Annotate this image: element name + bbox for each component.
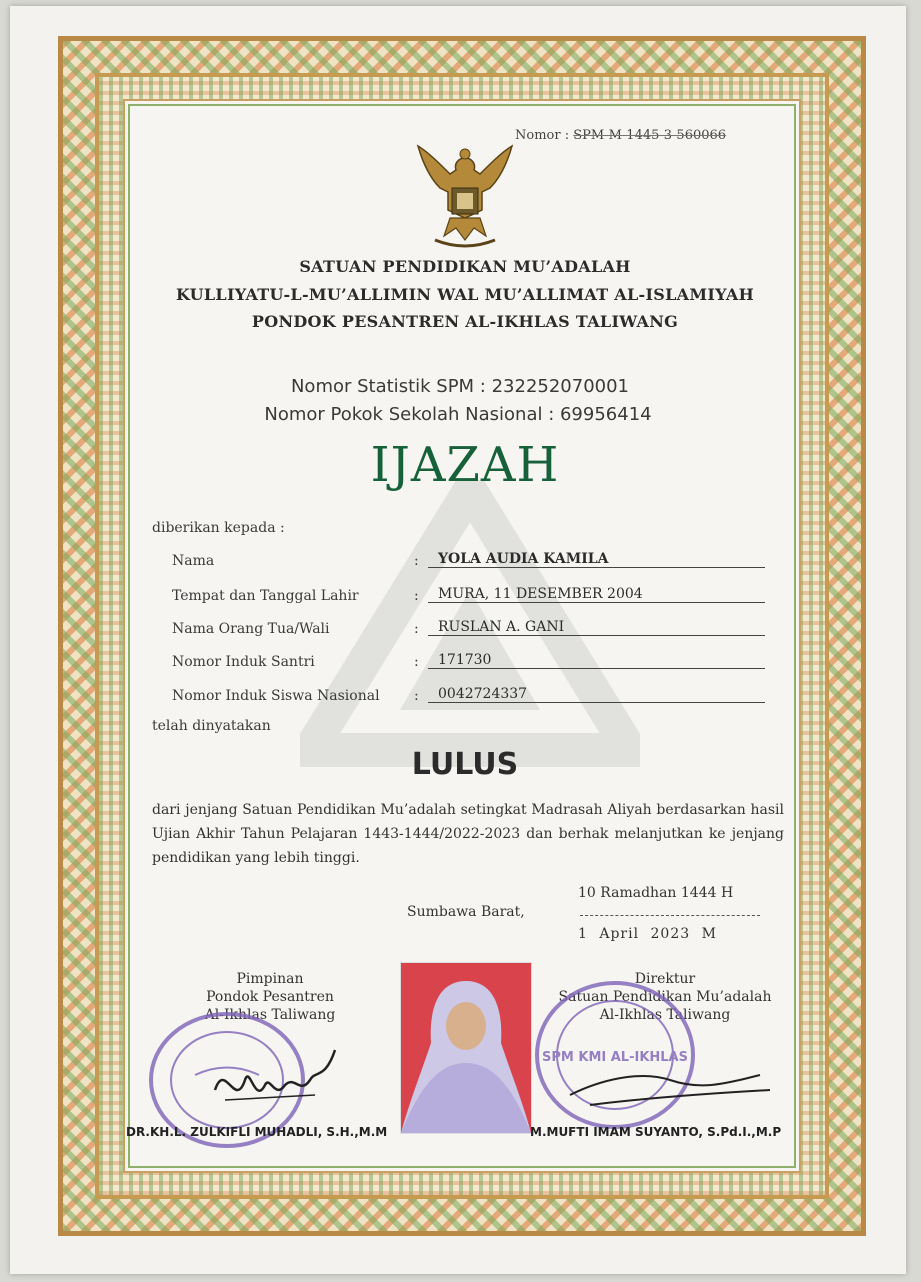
statement-paragraph: dari jenjang Satuan Pendidikan Mu’adalah setingkat Madrasah Aliyah berdasarkan hasil Ujian Akhir Tahun Pelajaran 1443-1444/2022-2023 dan berhak melanjutkan ke jenjang pendidikan yang lebih tinggi. xyxy=(152,802,784,866)
header-line-2: KULLIYATU-L-MU’ALLIMIN WAL MU’ALLIMAT AL-ISLAMIYAH xyxy=(175,285,754,304)
issue-city: Sumbawa Barat, xyxy=(407,904,525,920)
field-value-name: YOLA AUDIA KAMILA xyxy=(428,551,765,568)
signatory-right-line3: Al-Ikhlas Taliwang xyxy=(599,1007,731,1023)
field-value-birth: MURA, 11 DESEMBER 2004 xyxy=(428,586,765,603)
signature-right xyxy=(560,1050,780,1120)
student-photo xyxy=(400,962,532,1134)
field-label-parent: Nama Orang Tua/Wali xyxy=(172,621,330,637)
field-label-nisn: Nomor Induk Siswa Nasional xyxy=(172,688,380,704)
signature-left xyxy=(205,1040,345,1120)
date-masehi: 1 April 2023 M xyxy=(578,926,717,942)
signatory-left-name: DR.KH.L. ZULKIFLI MUHADLI, S.H.,M.M xyxy=(126,1125,388,1139)
field-value-parent: RUSLAN A. GANI xyxy=(428,619,765,636)
field-label-santri-id: Nomor Induk Santri xyxy=(172,654,315,670)
signatory-left-line3: Al-Ikhlas Taliwang xyxy=(204,1007,336,1023)
student-portrait-icon xyxy=(401,963,531,1133)
signatory-right-line2: Satuan Pendidikan Mu’adalah xyxy=(558,989,772,1005)
declared-label: telah dinyatakan xyxy=(152,718,271,734)
certificate-number-label: Nomor : xyxy=(515,128,570,143)
date-hijri: 10 Ramadhan 1444 H xyxy=(578,885,734,901)
stamp-right-text: SPM KMI AL-IKHLAS xyxy=(542,1050,688,1065)
header-line-1: SATUAN PENDIDIKAN MU’ADALAH xyxy=(299,257,631,276)
garuda-emblem-icon xyxy=(410,140,520,252)
field-colon: : xyxy=(414,553,419,569)
header-line-3: PONDOK PESANTREN AL-IKHLAS TALIWANG xyxy=(251,312,679,331)
signatory-left-line2: Pondok Pesantren xyxy=(206,989,334,1005)
field-label-name: Nama xyxy=(172,553,215,569)
given-to-label: diberikan kepada : xyxy=(152,520,285,536)
field-colon: : xyxy=(414,588,419,604)
field-value-nisn: 0042724337 xyxy=(428,686,765,703)
date-divider xyxy=(580,915,760,916)
statistik-number: Nomor Statistik SPM : 232252070001 xyxy=(290,376,630,397)
document-title: IJAZAH xyxy=(370,437,560,493)
field-label-birth: Tempat dan Tanggal Lahir xyxy=(172,588,359,604)
graduation-status: LULUS xyxy=(411,747,519,782)
field-value-santri-id: 171730 xyxy=(428,652,765,669)
signatory-right-line1: Direktur xyxy=(634,971,696,987)
signatory-left-line1: Pimpinan xyxy=(236,971,304,987)
certificate-number-value: SPM-M-1445-3-560066 xyxy=(573,128,727,143)
field-colon: : xyxy=(414,621,419,637)
signatory-right-name: M.MUFTI IMAM SUYANTO, S.Pd.I.,M.P xyxy=(530,1125,782,1139)
npsn-number: Nomor Pokok Sekolah Nasional : 69956414 xyxy=(264,404,652,425)
field-colon: : xyxy=(414,654,419,670)
certificate-number xyxy=(515,128,726,143)
field-colon: : xyxy=(414,688,419,704)
